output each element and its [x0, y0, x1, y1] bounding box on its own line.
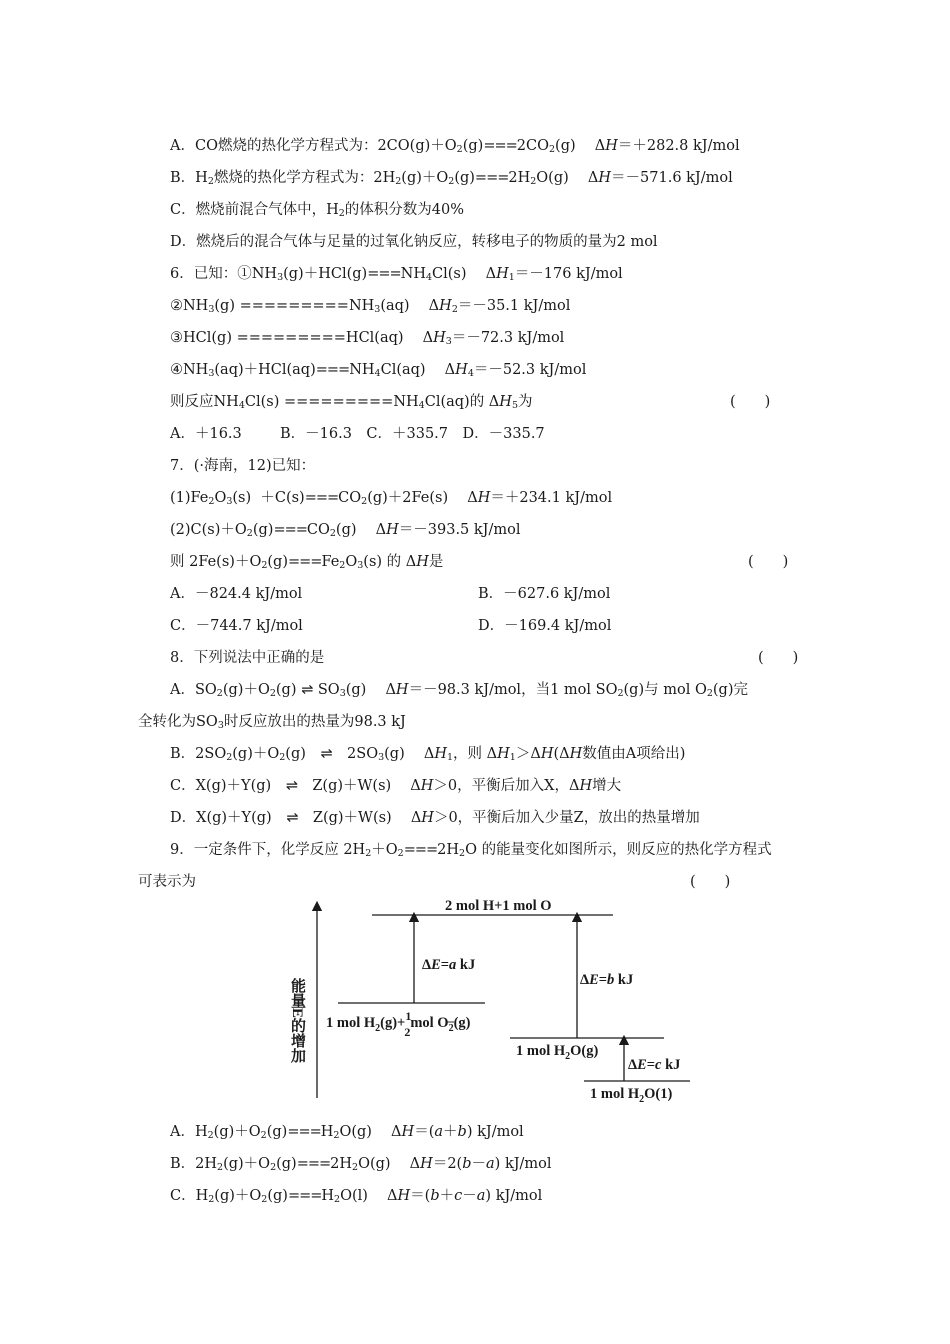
- q9-stem-cont: 可表示为: [138, 874, 196, 890]
- q8-option-a: A．$SO_2(g)+O_2(g)$ ⇌ $SO_3(g)$ ΔH＝－98.3 kJ/mol，当1 mol $SO_2(g)$与 mol $O_2(g)$完: [170, 682, 748, 699]
- delta-e-a: ΔE=a kJ: [422, 957, 476, 973]
- q7-option-c: C．－744.7 kJ/mol: [170, 618, 303, 634]
- q6-reaction-3: ③HCl(g) =========HCl(aq) $\Delta H_3=-72.3$ kJ/mol: [170, 330, 565, 347]
- q6-options: A．＋16.3 B．－16.3 C．＋335.7 D．－335.7: [170, 426, 545, 442]
- q8-option-d: D．X(g)＋Y(g) ⇌ Z(g)＋W(s) ΔH＞0，平衡后加入少量Z，放出的热量增加: [170, 810, 700, 826]
- q8-option-c: C．X(g)＋Y(g) ⇌ Z(g)＋W(s) ΔH＞0，平衡后加入X，ΔH增大: [170, 778, 622, 794]
- q8-answer-blank: ( ): [758, 650, 799, 666]
- level-h2o-liquid-label: 1 mol $H_2O(1)$: [590, 1086, 673, 1105]
- q7-option-d: D．－169.4 kJ/mol: [478, 618, 612, 634]
- q9-option-a: A．$H_2(g)+O_2(g)===H_2O(g)$ ΔH＝(a＋b) kJ/mol: [170, 1124, 524, 1141]
- delta-e-b: ΔE=b kJ: [580, 972, 634, 988]
- q7-reaction-1: $(1)Fe_2O_3(s) +C(s)===CO_2(g)+2Fe(s)$ ΔH＝＋234.1 kJ/mol: [170, 490, 613, 507]
- q7-stem: 7．(·海南，12)已知：: [170, 458, 316, 474]
- q9-stem: 9．一定条件下，化学反应 $2H_2+O_2===2H_2O$ 的能量变化如图所示，则反应的热化学方程式: [170, 842, 772, 859]
- q9-option-b: B．$2H_2(g)+O_2(g)===2H_2O(g)$ ΔH＝2(b－a) kJ/mol: [170, 1156, 552, 1173]
- q7-option-b: B．－627.6 kJ/mol: [478, 586, 611, 602]
- q6-reaction-2: $②NH_3(g) =========NH_3(aq)$ $\Delta H_2=-35.1$ kJ/mol: [170, 298, 571, 315]
- level-h2o-gas-label: 1 mol $H_2O(g)$: [516, 1043, 599, 1062]
- level-top-label: 2 mol H+1 mol O: [445, 898, 552, 914]
- q8-option-a-cont: 全转化为$SO_3$时反应放出的热量为98.3 kJ: [138, 714, 406, 731]
- q6-answer-blank: ( ): [730, 394, 771, 410]
- q7-reaction-2: $(2)C(s)+O_2(g)===CO_2(g)$ ΔH＝－393.5 kJ/mol: [170, 522, 521, 539]
- q7-answer-blank: ( ): [748, 554, 789, 570]
- q5-option-c: C．燃烧前混合气体中，$H_2$的体积分数为40%: [170, 202, 465, 219]
- q5-option-b: B．$H_2$燃烧的热化学方程式为：$2H_2(g)+O_2(g)===2H_2O(g)$ ΔH＝－571.6 kJ/mol: [170, 170, 733, 187]
- q6-reaction-4: $④NH_3(aq)+HCl(aq)===NH_4Cl(aq)$ $\Delta H_4=-52.3$ kJ/mol: [170, 362, 587, 379]
- q6-stem: 6．已知：$①NH_3(g)+HCl(g)===NH_4Cl(s)$ $\Delta H_1=-176$ kJ/mol: [170, 266, 623, 283]
- q8-option-b: B．$2SO_2(g)+O_2(g)$ ⇌ $2SO_3(g)$ $\Delta H_1$，则 $\Delta H_1>\Delta H(\Delta H$数值由A项给出): [170, 746, 686, 763]
- q5-option-a: A．CO燃烧的热化学方程式为：$2CO(g)+O_2(g)===2CO_2(g)$ ΔH＝＋282.8 kJ/mol: [170, 138, 740, 155]
- delta-e-c: ΔE=c kJ: [628, 1057, 681, 1073]
- energy-diagram: [280, 892, 700, 1108]
- q7-question: 则 $2Fe(s)+O_2(g)===Fe_2O_3(s)$ 的 ΔH是: [170, 554, 444, 571]
- q9-option-c: C．$H_2(g)+O_2(g)===H_2O(l)$ ΔH＝(b＋c－a) kJ/mol: [170, 1188, 543, 1205]
- level-h2-o2-label: 1 mol $H_2(g)+^1$ 2mol $O_2(g)$: [326, 1009, 471, 1039]
- axis-label: 能量E的增加: [289, 978, 305, 1064]
- q7-option-a: A．－824.4 kJ/mol: [170, 586, 303, 602]
- q6-question: 则反应$NH_4Cl(s) =========NH_4Cl(aq)$的 $\Delta H_5$为: [170, 394, 533, 411]
- q8-stem: 8．下列说法中正确的是: [170, 650, 325, 666]
- q5-option-d: D．燃烧后的混合气体与足量的过氧化钠反应，转移电子的物质的量为2 mol: [170, 234, 658, 250]
- q9-answer-blank: ( ): [690, 874, 731, 890]
